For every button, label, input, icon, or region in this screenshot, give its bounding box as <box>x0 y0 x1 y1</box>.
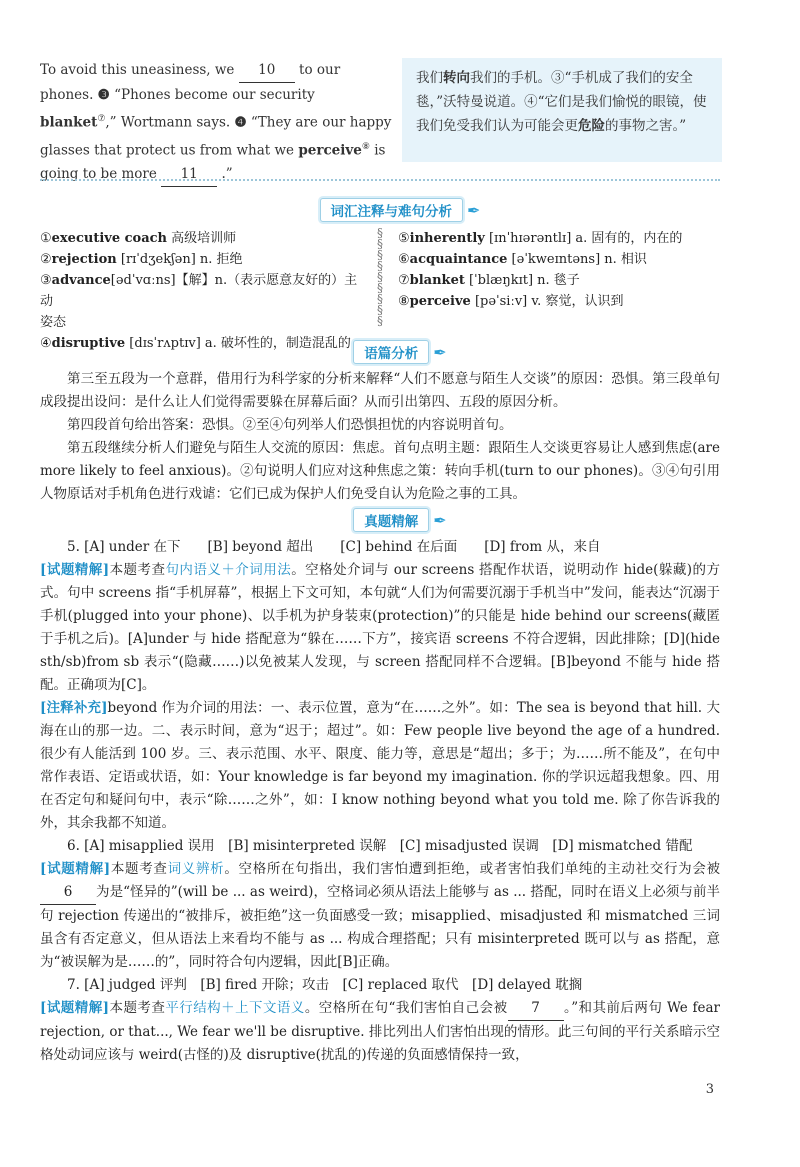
vocab-left-column <box>40 228 370 354</box>
discourse-paragraph: 第三至五段为一个意群，借用行为科学家的分析来解释“人们不愿意与陌生人交谈”的原因：恐惧。第三段单句成段提出设问：是什么让人们觉得需要躲在屏幕后面？从而引出第四、五段的原因分析。 <box>40 371 720 410</box>
blank-11: 11 <box>161 162 217 187</box>
q5-analysis: [试题精解]本题考查句内语义＋介词用法。空格处介词与 our screens 搭配作状语，说明动作 hide(躲藏)的方式。句中 screens 指“手机屏幕”，根据上下文可知，本句就“人们为何需要沉溺于手机当中”发问，能表达“沉溺于手机(plugged into your phone)、以手机为护身装束(protection)”的只能是 hide behind our screens(藏匿于手机之后)。[A]under 与 hide 搭配意为“躲在……下方”，接宾语 screens 不符合逻辑，因此排除；[D](hide sth/sb)from sb 表示“(隐藏……)以免被某人发现，与 screen 搭配同样不合逻辑。[B]beyond 不能与 hide 搭配。正确项为[C]。 <box>40 562 721 693</box>
q7-analysis: [试题精解]本题考查平行结构＋上下文语义。空格所在句“我们害怕自己会被 7 。”和其前后两句 We fear rejection, or that..., We fear we'll be disruptive. 排比列出人们害怕出现的情形。此三句间的平行关系暗示空格处动词应该与 weird(古怪的)及 disruptive(扰乱的)传递的负面感情保持一致， <box>40 997 720 1067</box>
vocab-item: ②rejection [rɪˈdʒekʃən] n. 拒绝 <box>40 252 243 267</box>
q6-options: 6. [A] misapplied 误用 [B] misinterpreted 误解 [C] misadjusted 误调 [D] mismatched 错配 <box>67 838 693 854</box>
section-title-discourse: 语篇分析 ✒ <box>0 340 800 364</box>
vocab-item: ⑤inherently [ɪnˈhɪərəntlɪ] a. 固有的，内在的 <box>398 231 683 246</box>
word-perceive: perceive <box>298 142 362 158</box>
blank-10: 10 <box>239 58 295 83</box>
answers-body <box>40 536 720 1067</box>
vocab-item: ⑥acquaintance [əˈkweɪntəns] n. 相识 <box>398 252 647 267</box>
discourse-paragraph: 第四段首句给出答案：恐惧。②至④句列举人们恐惧担忧的内容说明首句。 <box>67 417 513 433</box>
page-number: 3 <box>705 1082 714 1097</box>
feather-pen-icon: ✒ <box>433 511 447 530</box>
vocab-right-column <box>398 228 728 312</box>
feather-pen-icon: ✒ <box>467 201 481 220</box>
vocab-item: 姿态 <box>40 315 67 330</box>
q7-options: 7. [A] judged 评判 [B] fired 开除；攻击 [C] replaced 取代 [D] delayed 耽搁 <box>67 977 583 993</box>
vocab-item: ⑧perceive [pəˈsiːv] v. 察觉，认识到 <box>398 294 624 309</box>
section-title-vocab: 词汇注释与难句分析 ✒ <box>0 198 800 222</box>
wavy-divider: § § § § § § § § § <box>377 226 383 328</box>
passage-english: To avoid this uneasiness, we 10 to our phones. ❸ “Phones become our security blanket⑦,” Wortmann says. ❹ “They are our happy glasses that protect us from what we perceive⑧ is going to be more 11 .” <box>40 58 392 187</box>
dotted-divider <box>40 179 720 181</box>
q5-options: 5. [A] under 在下 [B] beyond 超出 [C] behind 在后面 [D] from 从，来自 <box>67 539 601 555</box>
vocab-item: ⑦blanket [ˈblæŋkɪt] n. 毯子 <box>398 273 580 288</box>
vocab-item: ④disruptive [dɪsˈrʌptɪv] a. 破坏性的，制造混乱的 <box>40 336 351 351</box>
q5-note: [注释补充]beyond 作为介词的用法：一、表示位置，意为“在……之外”。如：The sea is beyond that hill. 大海在山的那一边。二、表示时间，意为“迟于；超过”。如：Few people live beyond the age of a hundred. 很少有人能活到 100 岁。三、表示范围、水平、限度、能力等，意思是“超出；多于；为……所不能及”，在句中常作表语、定语或状语，如：Your knowledge is far beyond my imagination. 你的学识远超我想象。四、用在否定句和疑问句中，表示“除……之外”，如：I know nothing beyond what you told me. 除了你告诉我的外，其余我都不知道。 <box>40 700 720 831</box>
section-title-answers: 真题精解 ✒ <box>0 508 800 532</box>
q6-analysis: [试题精解]本题考查词义辨析。空格所在句指出，我们害怕遭到拒绝，或者害怕我们单纯的主动社交行为会被6 为是“怪异的”(will be ... as weird)，空格词必须从语法上能够与 as ... 搭配，同时在语义上必须与前半句 rejection 传递出的“被排斥，被拒绝”这一负面感受一致；misapplied、misadjusted 和 mismatched 三词虽含有否定意义，但从语法上来看均不能与 as ... 构成合理搭配；只有 misinterpreted 既可以与 as 搭配，意为“被误解为是……的”，同时符合句内逻辑，因此[B]正确。 <box>40 861 721 970</box>
passage-chinese-box: 我们转向我们的手机。③“手机成了我们的安全毯，”沃特曼说道。④“它们是我们愉悦的眼镜，使我们免受我们认为可能会更危险的事物之害。” <box>402 58 722 162</box>
circled-3: ❸ <box>97 87 110 103</box>
circled-4: ❹ <box>234 114 247 131</box>
word-blanket: blanket <box>40 114 98 131</box>
discourse-paragraph: 第五段继续分析人们避免与陌生人交流的原因：焦虑。首句点明主题：跟陌生人交谈更容易让人感到焦虑(are more likely to feel anxious)。②句说明人们应对这种焦虑之策：转向手机(turn to our phones)。③④句引用人物原话对手机角色进行戏谑：它们已成为保护人们免受自认为危险之事的工具。 <box>40 440 720 502</box>
vocab-item: ③advance[ədˈvɑːns]【解】n.（表示愿意友好的）主动 <box>40 273 358 309</box>
feather-pen-icon: ✒ <box>433 343 447 362</box>
vocab-item: ①executive coach 高级培训师 <box>40 231 237 246</box>
discourse-analysis <box>40 368 720 506</box>
